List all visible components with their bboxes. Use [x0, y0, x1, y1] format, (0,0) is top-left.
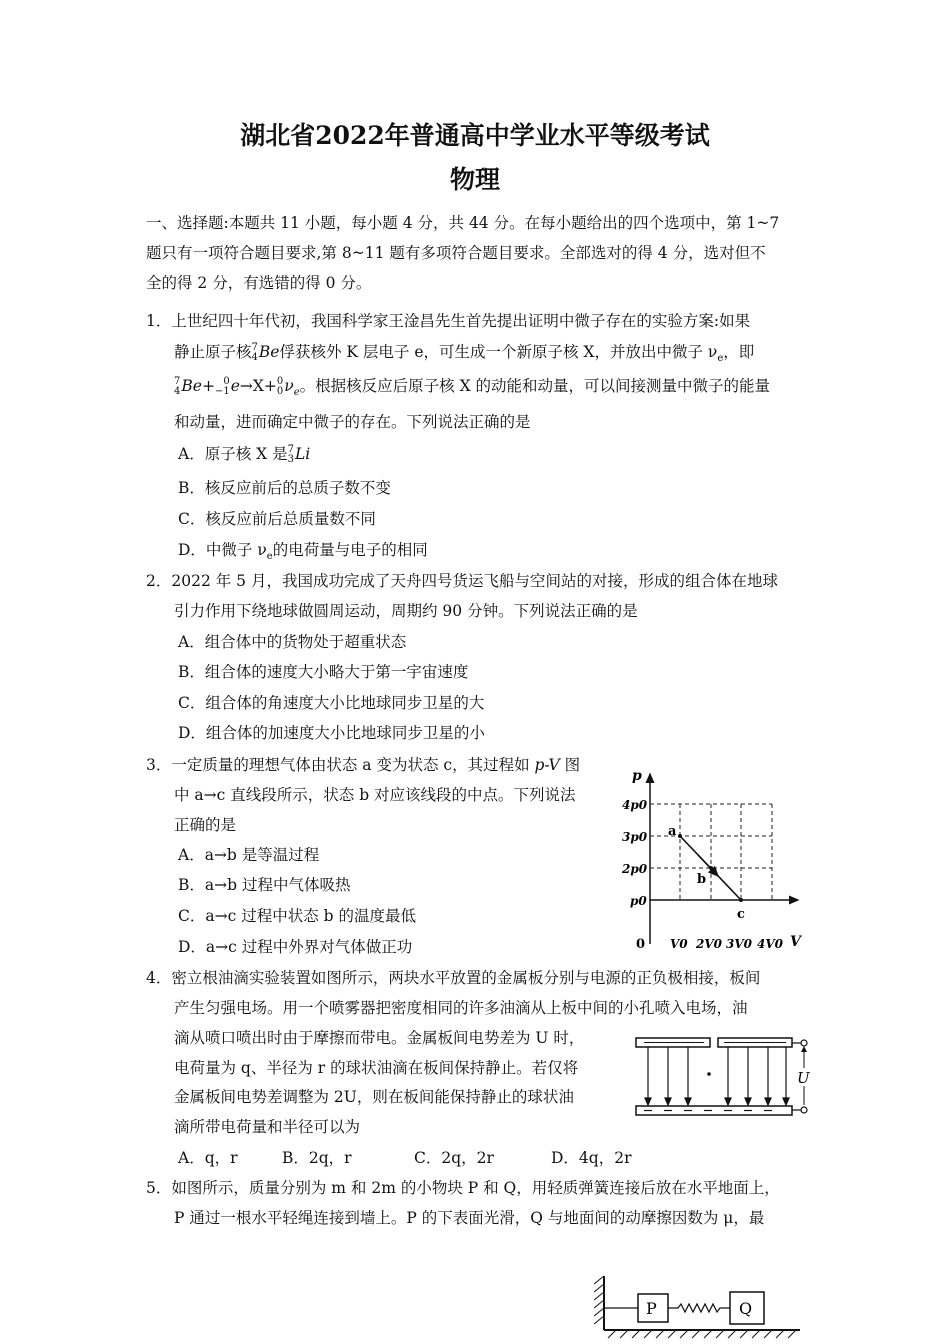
point-b [709, 866, 713, 870]
q5-line-1: 5．如图所示，质量分别为 m 和 2m 的小物块 P 和 Q，用轻质弹簧连接后放在水平地面上， [146, 1179, 780, 1197]
q5-line-2: P 通过一根水平轻绳连接到墙上。P 的下表面光滑，Q 与地面间的动摩擦因数为 μ，最 [174, 1209, 765, 1227]
q3-line-3: 正确的是 [174, 816, 237, 834]
label-a: a [668, 824, 677, 839]
xtick-2v0: 2V0 [696, 937, 723, 951]
q1-option-a: A．原子核 X 是 7 3 Li [178, 444, 311, 465]
lower-terminal [801, 1107, 807, 1113]
q4-line-1: 4．密立根油滴实验装置如图所示，两块水平放置的金属板分别与电源的正负极相接，板间 [146, 969, 761, 987]
q5-spring-diagram [588, 1272, 808, 1342]
spring [668, 1304, 730, 1312]
q4-option-a: A．q，r [178, 1149, 238, 1167]
ytick-p0: p0 [630, 894, 647, 908]
q1-line-1: 1．上世纪四十年代初，我国科学家王淦昌先生首先提出证明中微子存在的实验方案:如果 [146, 312, 751, 330]
label-c: c [737, 907, 745, 922]
ytick-2p0: 2p0 [622, 862, 648, 876]
oil-droplet [707, 1072, 711, 1076]
y-axis-label: p [632, 768, 642, 784]
q1-option-d: D．中微子 $\nu_e$的电荷量与电子的相同 [178, 541, 428, 563]
ytick-4p0: 4p0 [622, 798, 648, 812]
q2-option-d: D．组合体的加速度大小比地球同步卫星的小 [178, 724, 485, 742]
point-a [678, 834, 682, 838]
q4-option-b: B．2q，r [282, 1149, 352, 1167]
q3-option-d: D．a→c 过程中外界对气体做正功 [178, 938, 413, 956]
q4-line-4: 电荷量为 q、半径为 r 的球状油滴在板间保持静止。若仅将 [174, 1059, 579, 1077]
voltage-label: U [797, 1069, 810, 1087]
q3-pv-diagram [618, 766, 808, 956]
ground-hatching [608, 1330, 796, 1338]
section-instructions-2: 题只有一项符合题目要求,第 8~11 题有多项符合题目要求。全部选对的得 4 分，选对但不 [146, 244, 766, 262]
section-instructions-1: 一、选择题:本题共 11 小题，每小题 4 分，共 44 分。在每小题给出的四个选项中，第 1~7 [146, 214, 780, 232]
xtick-3v0: 3V0 [726, 937, 753, 951]
q3-option-a: A．a→b 是等温过程 [178, 846, 320, 864]
q4-line-2: 产生匀强电场。用一个喷雾器把密度相同的许多油滴从上板中间的小孔喷入电场，油 [174, 999, 748, 1017]
point-c [739, 898, 743, 902]
q4-line-3: 滴从喷口喷出时由于摩擦而带电。金属板间电势差为 U 时， [174, 1029, 585, 1047]
grid [650, 804, 772, 900]
q3-option-b: B．a→b 过程中气体吸热 [178, 876, 351, 894]
upper-terminal [801, 1040, 807, 1046]
q4-millikan-diagram [630, 1032, 816, 1118]
q1-line-2: 静止原子核 7 4 Be俘获核外 K 层电子 e，可生成一个新原子核 X，并放出中微子 $\nu_e$，即 [174, 342, 755, 365]
subject-title: 物理 [449, 165, 500, 194]
origin-label: 0 [636, 937, 646, 952]
q4-option-d: D．4q，2r [551, 1149, 632, 1167]
q1-option-b: B．核反应前后的总质子数不变 [178, 479, 391, 497]
q4-line-6: 滴所带电荷量和半径可以为 [174, 1118, 361, 1136]
block-p-label: P [646, 1299, 657, 1318]
q3-line-1: 3．一定质量的理想气体由状态 a 变为状态 c，其过程如 p-V 图 [146, 756, 581, 774]
q1-line-3-equation: 7 4 Be+ 0 −1 e→X+ 0 0 $\nu_e$。根据核反应后原子核 X 的动能和动量，可以间接测量中微子的能量 [174, 376, 771, 399]
wall-hatching [594, 1276, 604, 1324]
xtick-v0: V0 [670, 937, 688, 951]
q2-option-c: C．组合体的角速度大小比地球同步卫星的大 [178, 694, 485, 712]
q2-option-a: A．组合体中的货物处于超重状态 [178, 633, 407, 651]
q4-option-c: C．2q，2r [414, 1149, 494, 1167]
page-title: 湖北省2022年普通高中学业水平等级考试 [240, 121, 710, 150]
field-lines [645, 1047, 789, 1105]
q4-line-5: 金属板间电势差调整为 2U，则在板间能保持静止的球状油 [174, 1088, 574, 1106]
voltage-arrow-head [801, 1046, 807, 1052]
x-axis-label: V [790, 934, 801, 950]
q3-option-c: C．a→c 过程中状态 b 的温度最低 [178, 907, 416, 925]
label-b: b [697, 872, 707, 887]
q1-line-4: 和动量，进而确定中微子的存在。下列说法正确的是 [174, 413, 531, 431]
section-instructions-3: 全的得 2 分，有选错的得 0 分。 [146, 274, 372, 292]
block-q-label: Q [739, 1299, 753, 1318]
q2-line-1: 2．2022 年 5 月，我国成功完成了天舟四号货运飞船与空间站的对接，形成的组合体在地球 [146, 572, 778, 590]
q2-line-2: 引力作用下绕地球做圆周运动，周期约 90 分钟。下列说法正确的是 [174, 602, 638, 620]
xtick-4v0: 4V0 [757, 937, 784, 951]
q2-option-b: B．组合体的速度大小略大于第一宇宙速度 [178, 663, 469, 681]
q1-option-c: C．核反应前后总质量数不同 [178, 510, 376, 528]
ytick-3p0: 3p0 [622, 830, 648, 844]
q3-line-2: 中 a→c 直线段所示，状态 b 对应该线段的中点。下列说法 [174, 786, 576, 804]
